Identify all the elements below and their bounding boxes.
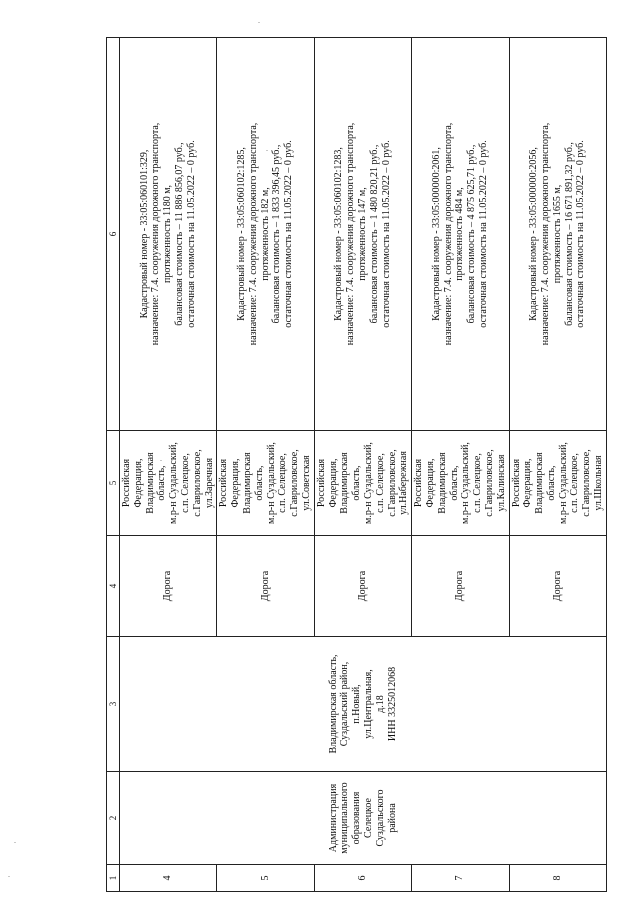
column-number-6: 6 — [107, 38, 120, 431]
row-number: 4 — [120, 865, 217, 892]
column-number-1: 1 — [107, 865, 120, 892]
object-name: Дорога — [217, 536, 314, 637]
column-number-2: 2 — [107, 772, 120, 865]
column-number-5: 5 — [107, 431, 120, 536]
object-description: Кадастровый номер - 33:05:000000:2056, назначение: 7.4. сооружения дорожного транспорта, протяженность 1655 м, балансовая стоимость – 16 671 891,32 руб., остаточная стоимость на 11.05.2022 – 0 руб. — [509, 38, 606, 431]
row-number: 5 — [217, 865, 314, 892]
column-number-3: 3 — [107, 637, 120, 772]
object-description: Кадастровый номер - 33:05:060102:1283, назначение: 7.4. сооружения дорожного транспорта, протяженность 147 м, балансовая стоимость – 1 480 820,21 руб., остаточная стоимость на 11.05.2022 – 0 руб. — [314, 38, 411, 431]
table-row — [120, 38, 217, 892]
object-description: Кадастровый номер - 33:05:060101:329, назначение: 7.4. сооружения дорожного транспорта, протяженность 1180 м, балансовая стоимость – 11 886 856,07 руб., остаточная стоимость на 11.05.2022 – 0 руб. — [120, 38, 217, 431]
object-description: Кадастровый номер - 33:05:000000:2061, назначение: 7.4. сооружения дорожного транспорта, протяженность 484 м, балансовая стоимость – 4 875 625,71 руб., остаточная стоимость на 11.05.2022 – 0 руб. — [412, 38, 509, 431]
holder-cell: Администрация муниципального образования Селецкое Суздальского района — [120, 772, 607, 865]
object-name: Дорога — [412, 536, 509, 637]
object-location: Российская Федерация, Владимирская область, м.р-н Суздальский, с.п. Селецкое, с.Гавриловское, ул.Школьная — [509, 431, 606, 536]
object-location: Российская Федерация, Владимирская область, м.р-н Суздальский, с.п. Селецкое, с.Гавриловское, ул.Заречная — [120, 431, 217, 536]
column-number-row — [107, 38, 120, 892]
column-number-4: 4 — [107, 536, 120, 637]
object-name: Дорога — [314, 536, 411, 637]
row-number: 6 — [314, 865, 411, 892]
object-location: Российская Федерация, Владимирская область, м.р-н Суздальский, с.п. Селецкое, с.Гавриловское, ул.Калинская — [412, 431, 509, 536]
object-location: Российская Федерация, Владимирская область, м.р-н Суздальский, с.п. Селецкое, с.Гавриловское, ул.Советская — [217, 431, 314, 536]
row-number: 7 — [412, 865, 509, 892]
object-location: Российская Федерация, Владимирская область, м.р-н Суздальский, с.п. Селецкое, с.Гавриловское, ул.Набережная — [314, 431, 411, 536]
row-number: 8 — [509, 865, 606, 892]
object-name: Дорога — [120, 536, 217, 637]
address-cell: Владимирская область, Суздальский район, п.Новый, ул.Центральная, д.18 ИНН 3325012068 — [120, 637, 607, 772]
object-name: Дорога — [509, 536, 606, 637]
object-description: Кадастровый номер - 33:05:060102:1285, назначение: 7.4. сооружения дорожного транспорта, протяженность 182 м, балансовая стоимость – 1 833 396,45 руб., остаточная стоимость на 11.05.2022 – 0 руб. — [217, 38, 314, 431]
rotated-table-wrapper — [106, 37, 605, 892]
property-register-table — [106, 37, 607, 892]
